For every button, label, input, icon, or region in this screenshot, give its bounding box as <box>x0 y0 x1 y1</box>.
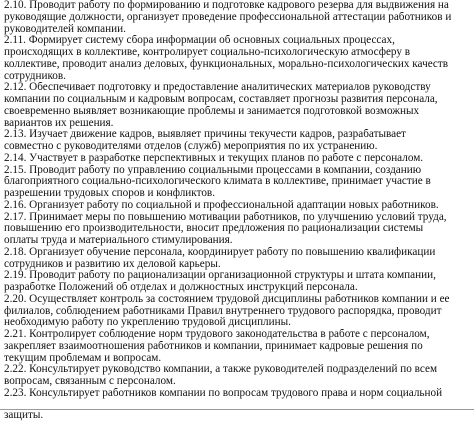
text-line: защиты. <box>4 410 44 421</box>
document-text <box>4 0 470 400</box>
text-line: вопросам, связанным с персоналом. <box>4 376 176 387</box>
text-line: компании по социальным и кадровым вопросам, составляет прогнозы развития персонала, <box>4 94 438 105</box>
document-text-continuation <box>4 410 470 422</box>
text-line: руководящие должности, организует проведение профессиональной аттестации работников и <box>4 11 452 23</box>
text-line: филиалов, соблюдением работниками Правил внутреннего трудового распорядка, проводит <box>4 305 442 317</box>
text-line: 2.23. Консультирует работников компании по вопросам трудового права и норм социальной <box>4 387 443 399</box>
text-line: 2.11. Формирует систему сбора информации об основных социальных процессах, <box>4 35 395 47</box>
text-line: 2.19. Проводит работу по рационализации организационной структуры и штата компании, <box>4 270 436 282</box>
text-line: повышению его производительности, вносит предложения по рационализации системы <box>4 223 424 235</box>
text-line: 2.14. Участвует в разработке перспективных и текущих планов по работе с персоналом. <box>4 152 424 164</box>
text-line: 2.15. Проводит работу по управлению социальными процессами в компании, созданию <box>4 164 422 176</box>
text-line: благоприятного социально-психологического климата в коллективе, принимает участие в <box>4 176 431 188</box>
text-line: текущим проблемам и вопросам. <box>4 352 162 364</box>
text-line: закрепляет взаимоотношения работников и компании, принимает кадровые решения по <box>4 340 423 352</box>
text-line: необходимую работу по укреплению трудовой дисциплины. <box>4 317 291 329</box>
text-line: 2.20. Осуществляет контроль за состоянием трудовой дисциплины работников компании и ее <box>4 293 450 305</box>
text-line: сотрудников. <box>4 70 66 82</box>
text-line: разрешении трудовых споров и конфликтов. <box>4 188 215 199</box>
text-line: разработке Положений об отделах и должностных инструкций персонала. <box>4 282 358 293</box>
text-line: 2.21. Контролирует соблюдение норм трудового законодательства в работе с персоналом, <box>4 329 430 340</box>
text-line: руководителей компании. <box>4 23 126 35</box>
text-line: 2.18. Организует обучение персонала, координирует работу по повышению квалификации <box>4 246 436 258</box>
text-line: своевременно выявляет возникающие проблемы и занимается подготовкой возможных <box>4 105 420 117</box>
text-line: 2.17. Принимает меры по повышению мотивации работников, по улучшению условий труда, <box>4 211 447 223</box>
text-line: сотрудников и развитию их деловой карьеры. <box>4 258 221 270</box>
text-line: 2.13. Изучает движение кадров, выявляет причины текучести кадров, разрабатывает <box>4 129 406 141</box>
text-line: 2.10. Проводит работу по формированию и подготовке кадрового резерва для выдвижения на <box>4 0 449 11</box>
text-line: 2.16. Организует работу по социальной и профессиональной адаптации новых работников. <box>4 199 439 211</box>
text-line: коллективе, проводит анализ деловых, функциональных, морально-психологических качеств <box>4 58 449 70</box>
text-line: оплаты труда и материального стимулирования. <box>4 235 233 246</box>
text-line: 2.12. Обеспечивает подготовку и предоставление аналитических материалов руководству <box>4 82 431 94</box>
text-line: вариантов их решения. <box>4 117 114 129</box>
text-line: 2.22. Консультирует руководство компании, а также руководителей подразделений по всем <box>4 364 438 376</box>
text-line: совместно с руководителями отделов (служб) мероприятия по их устранению. <box>4 141 378 152</box>
text-line: происходящих в коллективе, контролирует социально-психологическую атмосферу в <box>4 47 411 58</box>
